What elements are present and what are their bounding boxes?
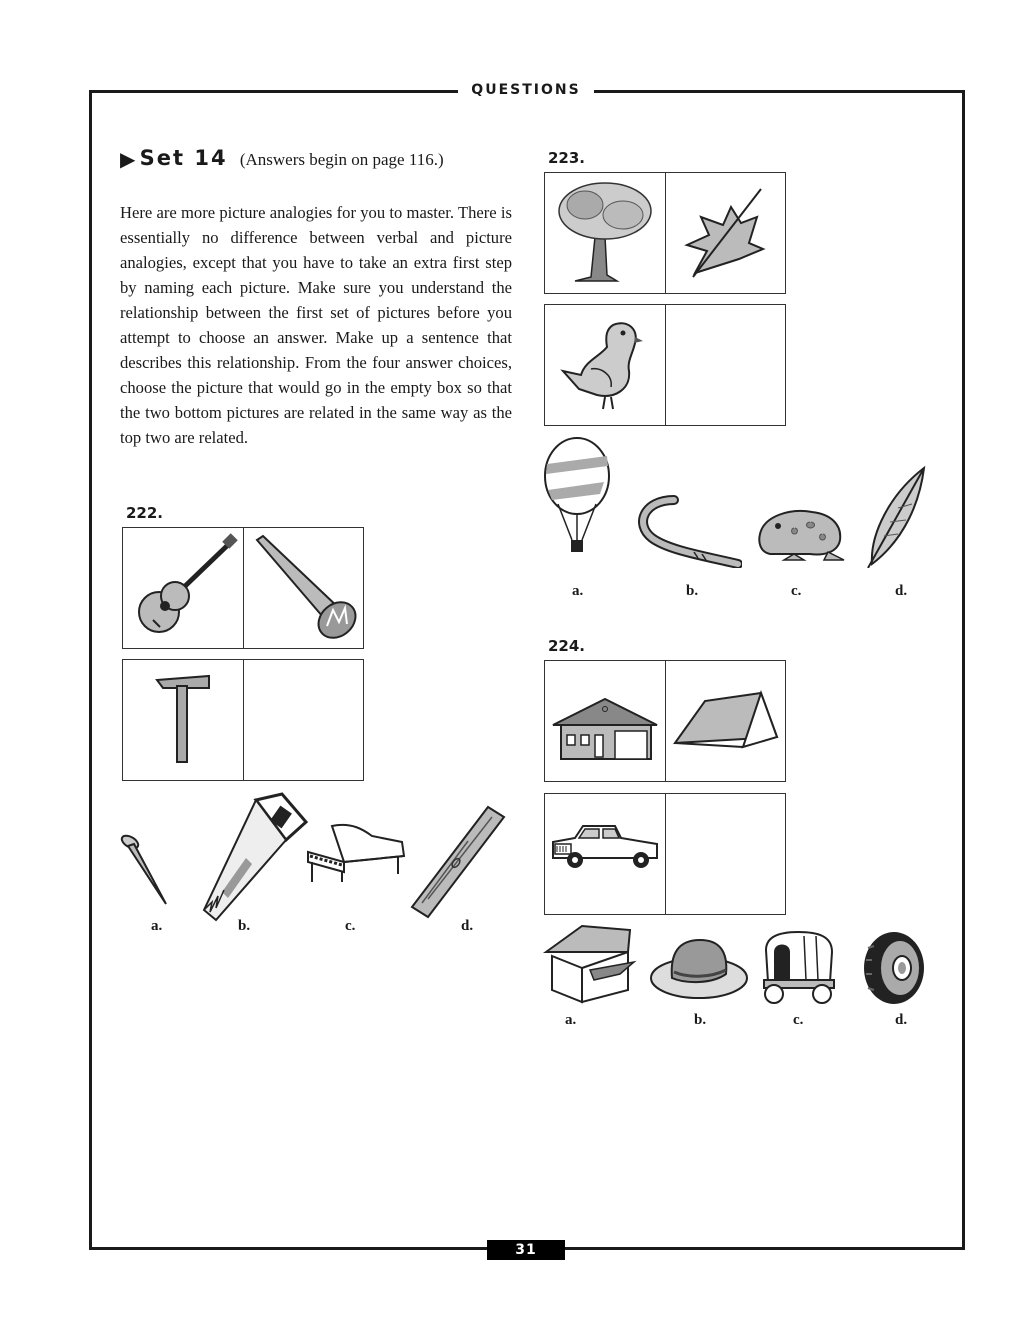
frame-top-left (89, 90, 458, 93)
piano-icon[interactable] (304, 822, 408, 884)
shed-icon[interactable] (542, 924, 638, 1004)
q224-choice-d-letter: d. (895, 1012, 908, 1028)
q223-choice-c-letter: c. (791, 583, 802, 599)
frame-right (962, 90, 965, 1250)
q222-choice-c-letter: c. (345, 918, 356, 934)
q222-choice-d-letter: d. (461, 918, 474, 934)
q224-top-pair (544, 660, 786, 782)
q224-bottom-pair (544, 793, 786, 915)
q224-choice-a-letter: a. (565, 1012, 577, 1028)
q222-choice-b-letter: b. (238, 918, 251, 934)
page-number: 31 (487, 1240, 565, 1260)
guitar-icon (123, 528, 243, 648)
empty-answer-cell (665, 305, 785, 425)
intro-paragraph: Here are more picture analogies for you to master. There is essentially no difference between verbal and picture analogies, except that you have to take an extra first step by naming each picture. Make sure you understand the relationship between the first set of pictures before you attempt to choose an answer. Make up a sentence that describes this relationship. From the four answer choices, choose the picture that would go in the empty box so that the two bottom pictures are related in the same way as the top two are related. (120, 203, 512, 447)
worm-icon[interactable] (634, 494, 742, 568)
q223-top-pair (544, 172, 786, 294)
horn-icon (243, 528, 363, 648)
empty-answer-cell (243, 660, 363, 780)
empty-answer-cell (665, 794, 785, 914)
frame-left (89, 90, 92, 1250)
q222-top-pair (122, 527, 364, 649)
house-icon (545, 661, 665, 781)
set-label: Set 14 (139, 146, 228, 170)
q223-bottom-pair (544, 304, 786, 426)
question-222-number: 222. (126, 504, 164, 522)
q222-bottom-pair (122, 659, 364, 781)
page-header-title: QUESTIONS (471, 82, 581, 98)
set-heading (120, 146, 444, 171)
question-224-number: 224. (548, 637, 586, 655)
covered-wagon-icon[interactable] (760, 930, 838, 1006)
set-note: (Answers begin on page 116.) (239, 150, 444, 169)
q224-choice-b-letter: b. (694, 1012, 707, 1028)
wood-plank-icon[interactable] (408, 803, 506, 919)
tent-icon (665, 661, 785, 781)
hot-air-balloon-icon[interactable] (542, 436, 612, 556)
question-223-number: 223. (548, 149, 586, 167)
q223-choice-b-letter: b. (686, 583, 699, 599)
tree-icon (545, 173, 665, 293)
hammer-icon (123, 660, 243, 780)
bird-icon (545, 305, 665, 425)
car-icon (545, 794, 665, 914)
leaf-icon (665, 173, 785, 293)
hat-icon[interactable] (648, 934, 750, 1004)
tire-icon[interactable] (860, 930, 928, 1006)
nail-icon[interactable] (118, 832, 170, 908)
play-arrow-icon: ▶ (120, 147, 136, 171)
frame-top-right (594, 90, 965, 93)
feather-icon[interactable] (864, 464, 928, 568)
q224-choice-c-letter: c. (793, 1012, 804, 1028)
frog-icon[interactable] (754, 500, 848, 562)
q222-choice-a-letter: a. (151, 918, 163, 934)
q223-choice-d-letter: d. (895, 583, 908, 599)
saw-icon[interactable] (202, 792, 308, 922)
q223-choice-a-letter: a. (572, 583, 584, 599)
